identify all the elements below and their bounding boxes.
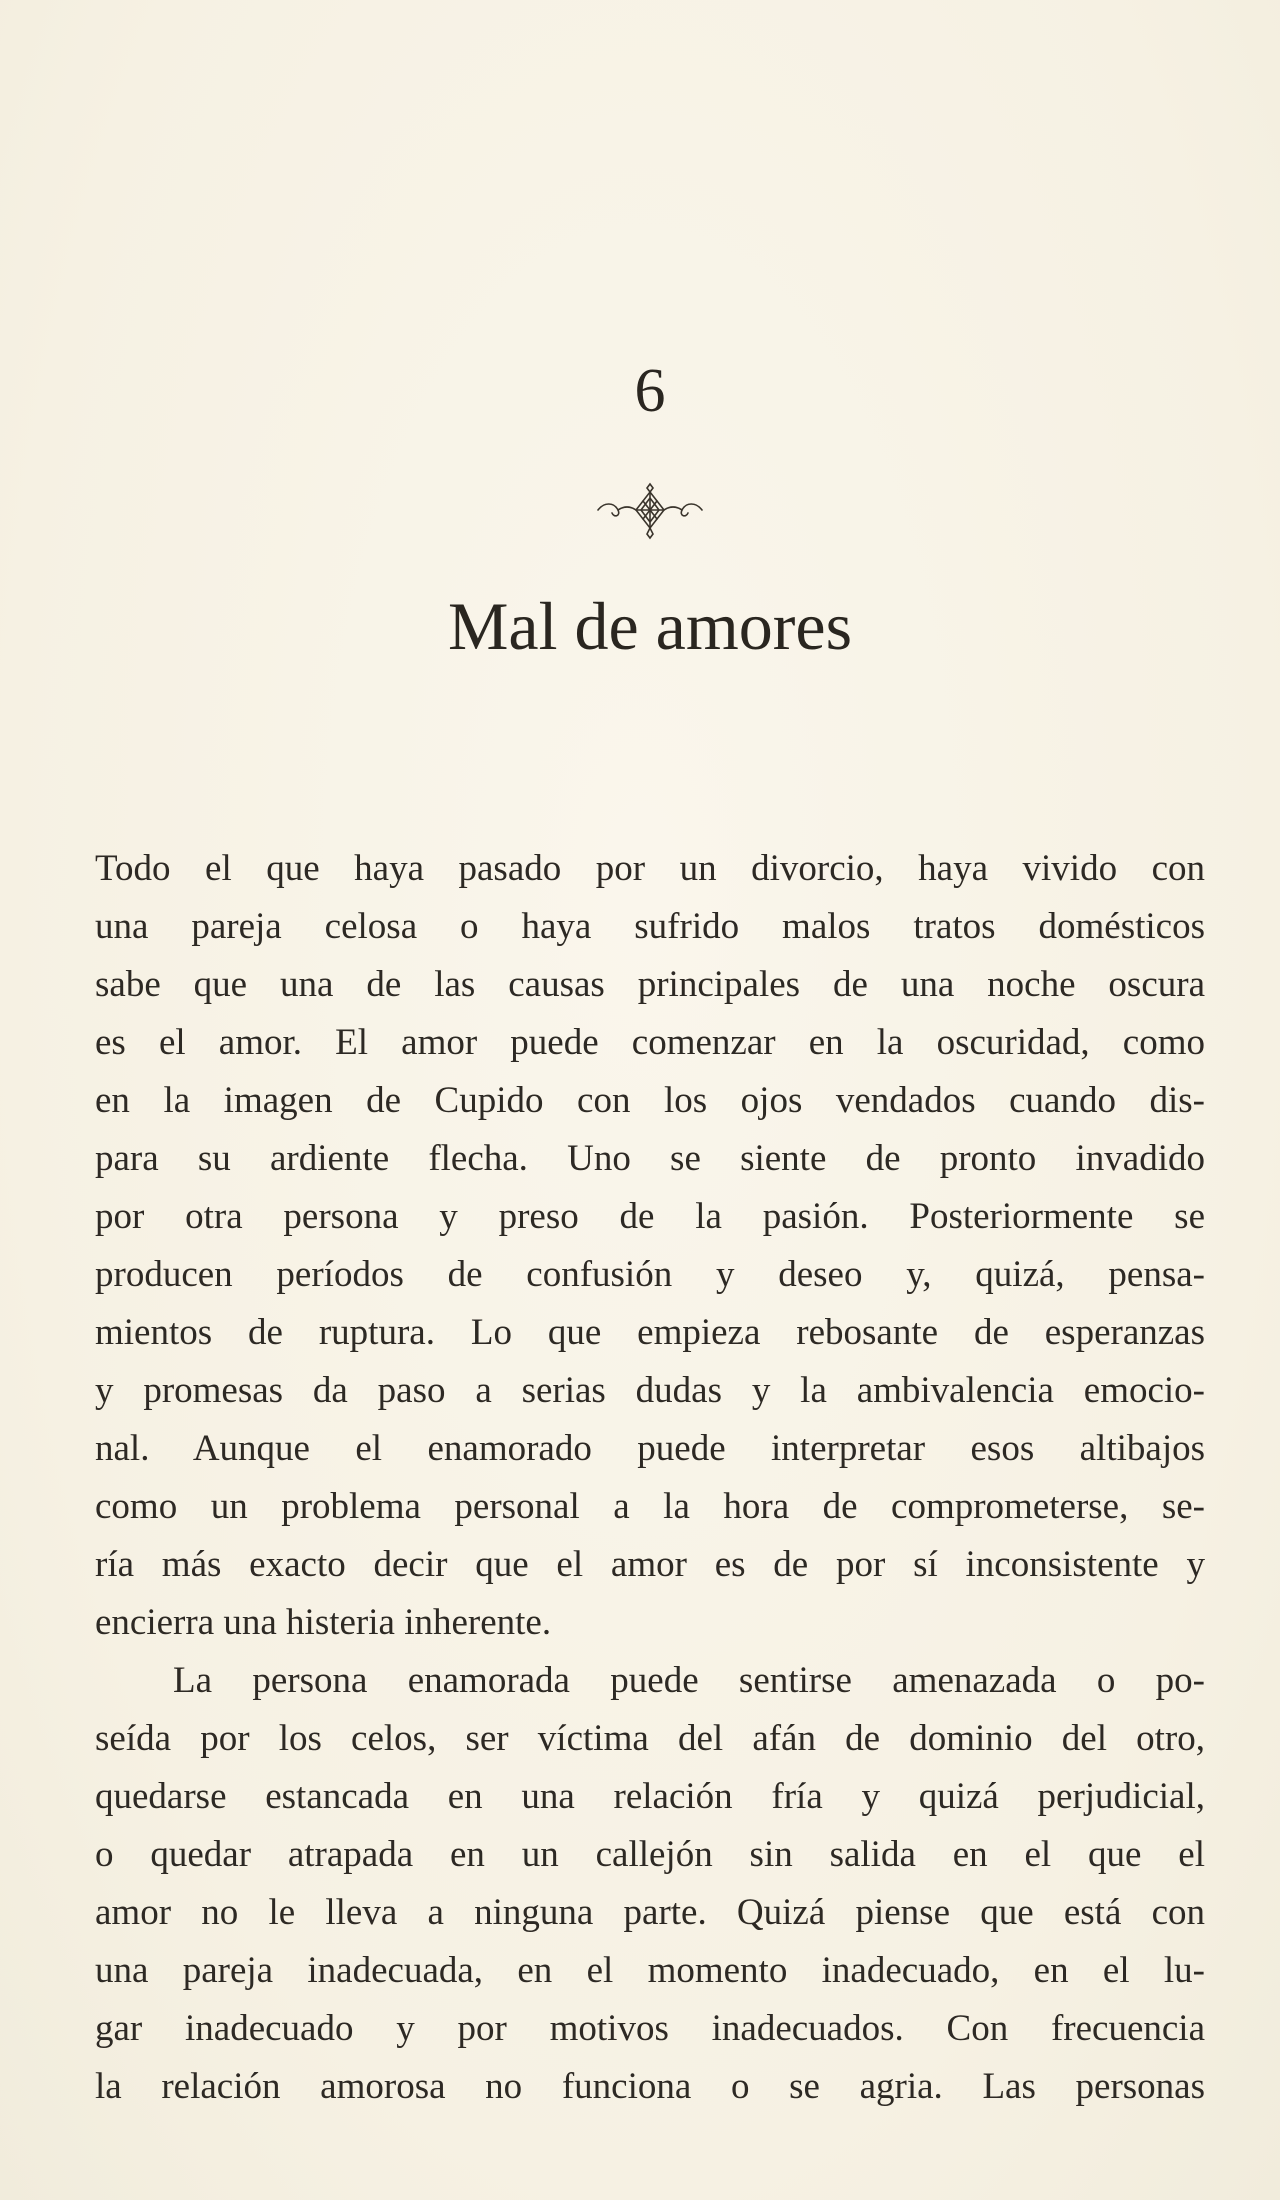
text-line: en la imagen de Cupido con los ojos vendados cuando dis- — [95, 1080, 1205, 1121]
text-line: es el amor. El amor puede comenzar en la oscuridad, como — [95, 1022, 1205, 1063]
text-line: encierra una histeria inherente. — [95, 1602, 552, 1643]
text-line: nal. Aunque el enamorado puede interpretar esos altibajos — [95, 1428, 1205, 1469]
text-line: una pareja celosa o haya sufrido malos tratos domésticos — [95, 906, 1205, 947]
text-line: La persona enamorada puede sentirse amenazada o po- — [173, 1660, 1205, 1701]
text-line: producen períodos de confusión y deseo y, quizá, pensa- — [95, 1254, 1205, 1295]
chapter-body-text — [95, 840, 1205, 2116]
text-line: y promesas da paso a serias dudas y la ambivalencia emocio- — [95, 1370, 1205, 1411]
text-line: como un problema personal a la hora de comprometerse, se- — [95, 1486, 1205, 1527]
text-line: gar inadecuado y por motivos inadecuados. Con frecuencia — [95, 2008, 1205, 2049]
text-line: quedarse estancada en una relación fría y quizá perjudicial, — [95, 1776, 1205, 1817]
text-line: ría más exacto decir que el amor es de por sí inconsistente y — [95, 1544, 1205, 1585]
text-line: sabe que una de las causas principales de una noche oscura — [95, 964, 1205, 1005]
text-line: una pareja inadecuada, en el momento inadecuado, en el lu- — [95, 1950, 1205, 1991]
text-line: amor no le lleva a ninguna parte. Quizá piense que está con — [95, 1892, 1205, 1933]
text-line: seída por los celos, ser víctima del afán de dominio del otro, — [95, 1718, 1205, 1759]
text-line: o quedar atrapada en un callejón sin salida en el que el — [95, 1834, 1205, 1875]
fleuron-ornament-icon — [590, 480, 710, 540]
chapter-number: 6 — [634, 357, 666, 425]
text-line: mientos de ruptura. Lo que empieza rebosante de esperanzas — [95, 1312, 1205, 1353]
text-line: por otra persona y preso de la pasión. Posteriormente se — [95, 1196, 1205, 1237]
chapter-title: Mal de amores — [447, 588, 853, 664]
text-line: la relación amorosa no funciona o se agria. Las personas — [95, 2066, 1205, 2107]
text-line: Todo el que haya pasado por un divorcio, haya vivido con — [95, 848, 1205, 889]
text-line: para su ardiente flecha. Uno se siente de pronto invadido — [95, 1138, 1205, 1179]
